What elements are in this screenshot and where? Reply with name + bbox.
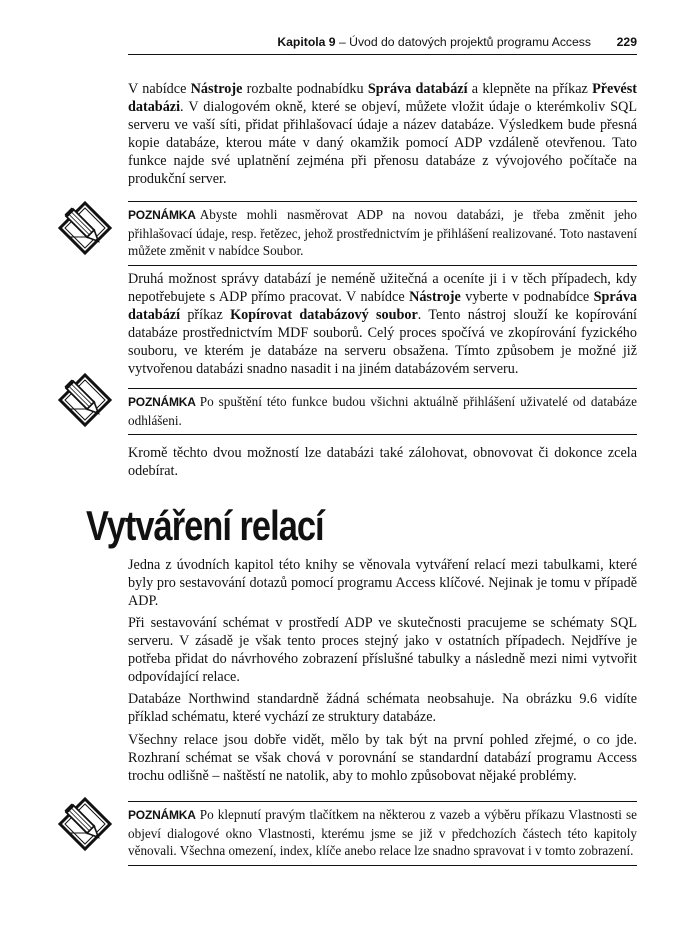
page-number: 229 <box>616 35 637 49</box>
note-label: POZNÁMKA <box>128 808 196 822</box>
running-header <box>128 24 637 55</box>
chapter-title <box>277 35 591 49</box>
submenu-name: Správa databází <box>128 289 638 323</box>
command-name: Převést databázi <box>128 81 637 115</box>
body-paragraph: Jedna z úvodních kapitol této knihy se věnovala vytváření relací mezi tabulkami, které byly pro sestavování dotazů pomocí programu Access klíčové. Nejinak je tomu v případě ADP. <box>128 557 637 609</box>
menu-name: Nástroje <box>190 81 243 97</box>
note-box <box>128 201 637 266</box>
section-heading: Vytváření relací <box>86 502 324 549</box>
chapter-subtitle: – Úvod do datových projektů programu Access <box>338 35 591 49</box>
text-run: V nabídce <box>128 81 191 97</box>
pencil-note-icon <box>56 199 114 257</box>
note-label: POZNÁMKA <box>128 208 196 222</box>
body-paragraph: Všechny relace jsou dobře vidět, mělo by tak být na první pohled zřejmé, o co jde. Rozhraní schémat se však chová v porovnání se standardní databází programu Access trochu odlišně – naštěstí ne natolik, aby to mohlo způsobovat nějaké problémy. <box>128 732 637 784</box>
body-paragraph: Databáze Northwind standardně žádná schémata neobsahuje. Na obrázku 9.6 vidíte příklad schématu, které vychází ze struktury databáze. <box>128 691 637 725</box>
note-box <box>128 801 637 866</box>
note-body: Po spuštění této funkce budou všichni aktuálně přihlášení uživatelé od databáze odhlášeni. <box>128 394 637 428</box>
text-run: . Tento nástroj slouží ke kopírování databáze prostřednictvím MDF souborů. Celý proces spočívá ve zkopírování fyzického souboru, ve kterém je databáze na serveru obsažena. Tímto způsobem je možné již vytvořenou databázi snadno nasadit i na jiném databázovém serveru. <box>128 307 637 377</box>
note-text <box>128 802 637 865</box>
text-run: a klepněte na příkaz <box>467 81 593 97</box>
text-run: . V dialogovém okně, které se objeví, můžete vložit údaje o kterémkoliv SQL serveru ve vaší síti, přidat přihlašovací údaje a název databáze. Výsledkem bude přesná kopie databáze, kterou máte v daný okamžik pomocí ADP vzdáleně otevřenou. Tato funkce najde své uplatnění zejména při přenosu databáze z vývojového počítače na produkční server. <box>128 99 637 187</box>
note-body: Abyste mohli nasměrovat ADP na novou databázi, je třeba změnit jeho přihlašovací údaje, resp. řetězec, jehož prostřednictvím je přihlášení realizované. Toto nastavení můžete změnit v nabídce Soubor. <box>128 207 637 258</box>
note-body: Po klepnutí pravým tlačítkem na některou z vazeb a výběru příkazu Vlastnosti se objeví dialogové okno Vlastnosti, kterému jsme se již v předchozích částech této kapitoly věnovali. Všechna omezení, index, klíče anebo relace lze snadno spravovat i v tomto zobrazení. <box>128 807 637 858</box>
text-run: vyberte v podnabídce <box>460 289 594 305</box>
chapter-label: Kapitola 9 <box>277 35 336 49</box>
third-paragraph: Kromě těchto dvou možností lze databázi také zálohovat, obnovovat či dokonce zcela odebírat. <box>128 445 637 479</box>
note-text <box>128 202 637 265</box>
pencil-note-icon <box>56 371 114 429</box>
body-paragraph: Při sestavování schémat v prostředí ADP ve skutečnosti pracujeme se schématy SQL serveru. V zásadě je však tento proces stejný jako v ostatních případech. Nejdříve je potřeba přidat do návrhového zobrazení příslušné tabulky a následně mezi nimi vytvořit odpovídající relace. <box>128 615 637 685</box>
note-label: POZNÁMKA <box>128 395 196 409</box>
note-box <box>128 388 637 435</box>
text-run: příkaz <box>180 307 231 323</box>
note-text <box>128 389 637 434</box>
second-paragraph <box>128 270 637 378</box>
pencil-note-icon <box>56 795 114 853</box>
submenu-name: Správa databází <box>367 81 468 97</box>
command-name: Kopírovat databázový soubor <box>230 307 418 323</box>
text-run: rozbalte podnabídku <box>242 81 368 97</box>
text-run: Druhá možnost správy databází je neméně užitečná a oceníte ji i v těch případech, kdy nepotřebujete s ADP přímo pracovat. V nabídce <box>128 271 637 305</box>
menu-name: Nástroje <box>409 289 461 305</box>
intro-paragraph <box>128 80 637 188</box>
